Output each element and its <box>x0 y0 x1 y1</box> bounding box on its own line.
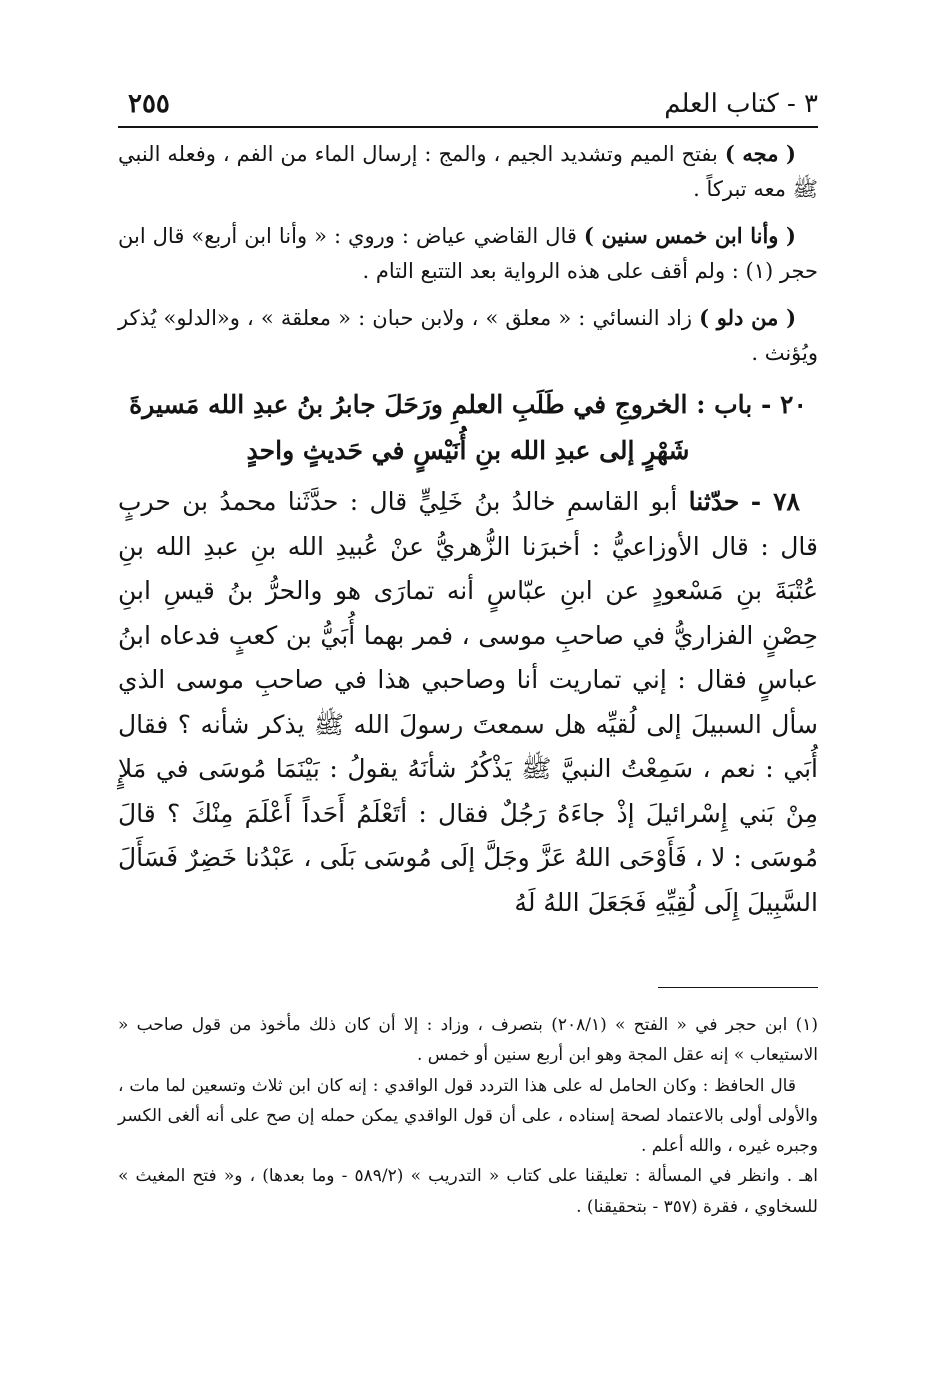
commentary-paragraph <box>118 218 818 289</box>
hadith-number: ٧٨ - <box>750 487 800 516</box>
chapter-heading <box>118 382 818 474</box>
footnote-text: (١) ابن حجر في « الفتح » (٢٠٨/١) بتصرف ، وزاد : إلا أن كان ذلك مأخوذ من قول صاحب « الاستيعاب » إنه عقل المجة وهو ابن أربع سنين أو خمس . <box>118 1015 818 1066</box>
commentary-keyword: ( مجه ) <box>724 141 796 166</box>
hadith-text <box>118 480 818 925</box>
commentary-paragraph <box>118 136 818 207</box>
commentary-keyword: ( من دلو ) <box>699 305 797 330</box>
commentary-text: قال القاضي عياض : وروي : « وأنا ابن أربع» قال ابن حجر (١) : ولم أقف على هذه الرواية بعد التتبع التام . <box>118 224 818 283</box>
running-header <box>118 86 818 122</box>
book-page <box>118 0 818 1382</box>
commentary-paragraph <box>118 300 818 371</box>
page-number: ٢٥٥ <box>128 89 170 119</box>
header-rule <box>118 126 818 128</box>
hadith-keyword: حدّثنا <box>688 487 740 516</box>
hadith-body: أبو القاسمِ خالدُ بنُ خَلِيٍّ قال : حدَّثَنا محمدُ بن حربٍ قال : قال الأوزاعيُّ : أخبرَنا الزُّهريُّ عنْ عُبيدِ الله بنِ عبدِ الله بنِ عُتْبَةَ بنِ مَسْعودٍ عن ابنِ عبّاسٍ أنه تمارَى هو والحرُّ بنُ قيسِ ابنِ حِصْنٍ الفزاريُّ في صاحبِ موسى ، فمر بهما أُبَيُّ بن كعبٍ فدعاه ابنُ عباسٍ فقال : إني تماريت أنا وصاحبي هذا في صاحبِ موسى الذي سأل السبيلَ إلى لُقيِّه هل سمعتَ رسولَ الله ﷺ يذكر شأنه ؟ فقال أُبَي : نعم ، سَمِعْتُ النبيَّ ﷺ يَذْكُرُ شأنَهُ يقولُ : بَيْنَمَا مُوسَى في مَلإٍ مِنْ بَني إِسْرائيلَ إذْ جاءَهُ رَجُلٌ فقال : أتَعْلَمُ أَحَداً أَعْلَمَ مِنْكَ ؟ قالَ مُوسَى : لا ، فَأَوْحَى اللهُ عَزَّ وجَلَّ إلَى مُوسَى بَلَى ، عَبْدُنا خَضِرٌ فَسَأَلَ السَّبِيلَ إِلَى لُقِيِّهِ فَجَعَلَ اللهُ لَهُ <box>118 487 818 917</box>
footnote-paragraph <box>118 1071 818 1162</box>
chapter-heading-line: شَهْرٍ إلى عبدِ الله بنِ أُنَيْسٍ في حَديثٍ واحدٍ <box>246 436 690 465</box>
commentary-text: بفتح الميم وتشديد الجيم ، والمج : إرسال الماء من الفم ، وفعله النبي ﷺ معه تبركاً . <box>118 142 818 201</box>
footnote-rule <box>658 987 818 988</box>
commentary-text: زاد النسائي : « معلق » ، ولابن حبان : « معلقة » ، و«الدلو» يُذكر ويُؤنث . <box>118 306 818 365</box>
body-text <box>118 136 818 925</box>
footnote-paragraph <box>118 1010 818 1071</box>
chapter-heading-line: ٢٠ - باب : الخروجِ في طَلَبِ العلمِ ورَحَلَ جابرُ بنُ عبدِ الله مَسيرةَ <box>129 390 807 419</box>
footnotes <box>118 1010 818 1222</box>
commentary-keyword: ( وأنا ابن خمس سنين ) <box>583 223 796 248</box>
footnote-text: اهـ . وانظر في المسألة : تعليقنا على كتاب « التدريب » (٥٨٩/٢ - وما بعدها) ، و« فتح المغيث » للسخاوي ، فقرة (٣٥٧ - بتحقيقنا) . <box>118 1166 818 1217</box>
footnote-text: قال الحافظ : وكان الحامل له على هذا التردد قول الواقدي : إنه كان ابن ثلاث وتسعين لما مات ، والأولى أولى بالاعتماد لصحة إسناده ، على أن قول الواقدي يمكن حمله إن صح على أنه ألغى الكسر وجبره غيره ، والله أعلم . <box>118 1075 818 1157</box>
chapter-title: ٣ - كتاب العلم <box>664 89 818 119</box>
footnote-paragraph <box>118 1161 818 1222</box>
